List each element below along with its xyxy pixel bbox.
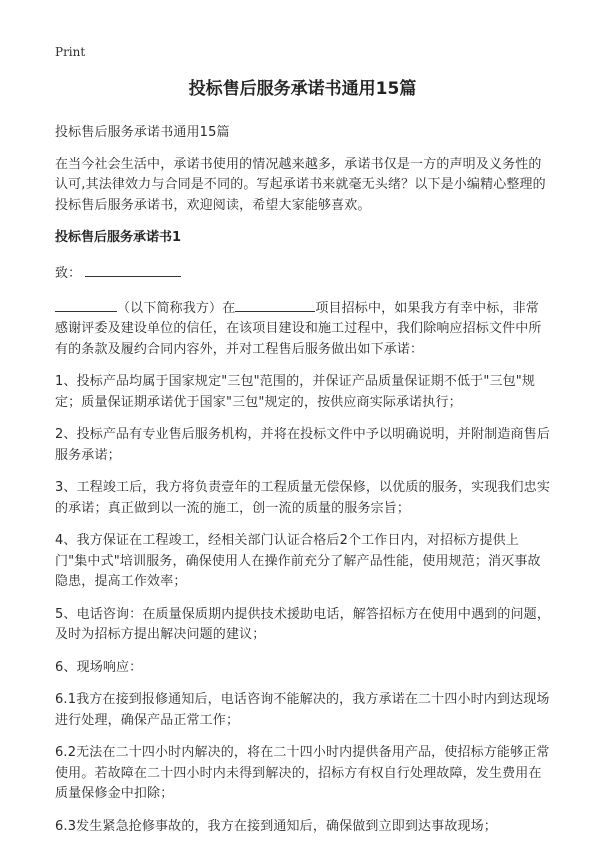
to-label: 致： — [55, 266, 82, 281]
addressee-blank — [85, 262, 181, 277]
commitment-item: 5、电话咨询：在质量保质期内提供技术援助电话，解答招标方在使用中遇到的问题，及时为招标方提出解决问题的建议； — [55, 606, 550, 642]
section-heading: 投标售后服务承诺书1 — [55, 230, 182, 245]
print-link[interactable]: Print — [55, 45, 86, 59]
commitment-item: 6.1我方在接到报修通知后，电话咨询不能解决的，我方承诺在二十四小时内到达现场进行处理，确保产品正常工作； — [55, 692, 550, 728]
commitment-item: 6.2无法在二十四小时内解决的，将在二十四小时内提供备用产品，使招标方能够正常使用。若故障在二十四小时内未得到解决的，招标方有权自行处理故障，发生费用在质量保修金中扣除； — [55, 745, 550, 801]
opening-paragraph — [55, 297, 550, 361]
commitment-item: 4、我方保证在工程竣工，经相关部门认证合格后2个工作日内，对招标方提供上门"集中式"培训服务，确保使用人在操作前充分了解产品性能，使用规范；消灭事故隐患，提高工作效率； — [55, 533, 541, 589]
document-subtitle: 投标售后服务承诺书通用15篇 — [55, 125, 230, 140]
opening-text-1: （以下简称我方）在 — [117, 300, 236, 316]
page-title: 投标售后服务承诺书通用15篇 — [188, 79, 417, 99]
intro-paragraph: 在当今社会生活中，承诺书使用的情况越来越多，承诺书仅是一方的声明及义务性的认可,其法律效力与合同是不同的。写起承诺书来就毫无头绪？以下是小编精心整理的投标售后服务承诺书，欢迎阅读，希望大家能够喜欢。 — [55, 156, 546, 213]
addressee-line — [55, 262, 550, 285]
project-blank — [235, 297, 315, 312]
commitment-item: 1、投标产品均属于国家规定"三包"范围的，并保证产品质量保证期不低于"三包"规定；质量保证期承诺优于国家"三包"规定的，按供应商实际承诺执行； — [55, 374, 536, 410]
commitment-item: 6.3发生紧急抢修事故的，我方在接到通知后，确保做到立即到达事故现场； — [55, 818, 497, 834]
commitment-item: 3、工程竣工后，我方将负责壹年的工程质量无偿保修，以优质的服务，实现我们忠实的承诺；真正做到以一流的施工，创一流的质量的服务宗旨； — [55, 480, 550, 516]
commitment-item: 2、投标产品有专业售后服务机构，并将在投标文件中予以明确说明，并附制造商售后服务承诺； — [55, 427, 550, 463]
opening-text-2: 项目招标中，如果我方有幸中标，非常感谢评委及建设单位的信任，在该项目建设和施工过程中，我们除响应招标文件中所有的条款及履约合同内容外，并对工程售后服务做出如下承诺： — [55, 300, 542, 357]
company-blank — [55, 297, 117, 312]
document-body — [55, 76, 550, 849]
commitment-item: 6、现场响应： — [55, 659, 143, 675]
